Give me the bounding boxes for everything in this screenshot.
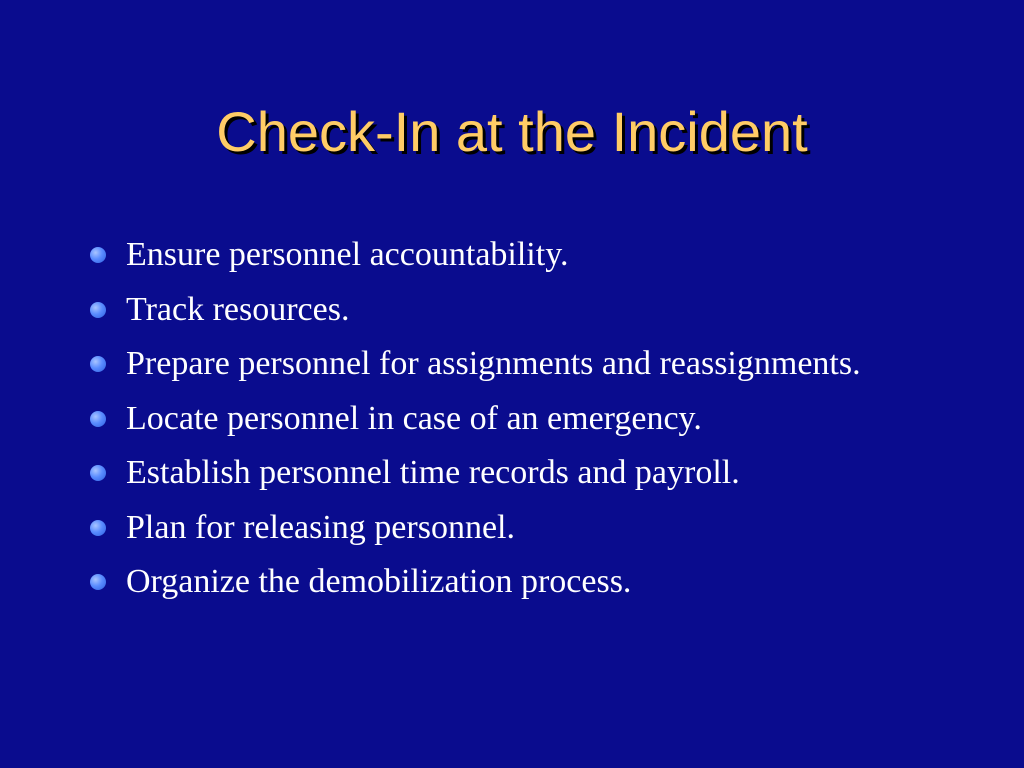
bullet-dot-icon <box>90 520 106 536</box>
bullet-dot-icon <box>90 465 106 481</box>
bullet-dot-icon <box>90 247 106 263</box>
bullet-item <box>88 396 908 441</box>
bullet-dot-icon <box>90 356 106 372</box>
bullet-dot-icon <box>90 574 106 590</box>
bullet-text: Establish personnel time records and payroll. <box>126 454 740 491</box>
bullet-text: Prepare personnel for assignments and reassignments. <box>126 345 861 382</box>
bullet-text: Locate personnel in case of an emergency. <box>126 399 702 437</box>
bullet-dot-icon <box>90 411 106 427</box>
bullet-text: Plan for releasing personnel. <box>126 508 515 546</box>
bullet-text: Track resources. <box>126 290 350 328</box>
bullet-item <box>88 450 908 495</box>
slide-title: Check-In at the Incident <box>216 100 808 163</box>
bullet-item <box>88 287 908 332</box>
bullet-item <box>88 505 908 550</box>
bullet-text: Organize the demobilization process. <box>126 563 632 600</box>
bullet-text: Ensure personnel accountability. <box>126 236 569 273</box>
bullet-list <box>88 232 908 614</box>
bullet-item <box>88 232 908 277</box>
bullet-dot-icon <box>90 302 106 318</box>
bullet-item <box>88 341 908 386</box>
bullet-item <box>88 559 908 604</box>
